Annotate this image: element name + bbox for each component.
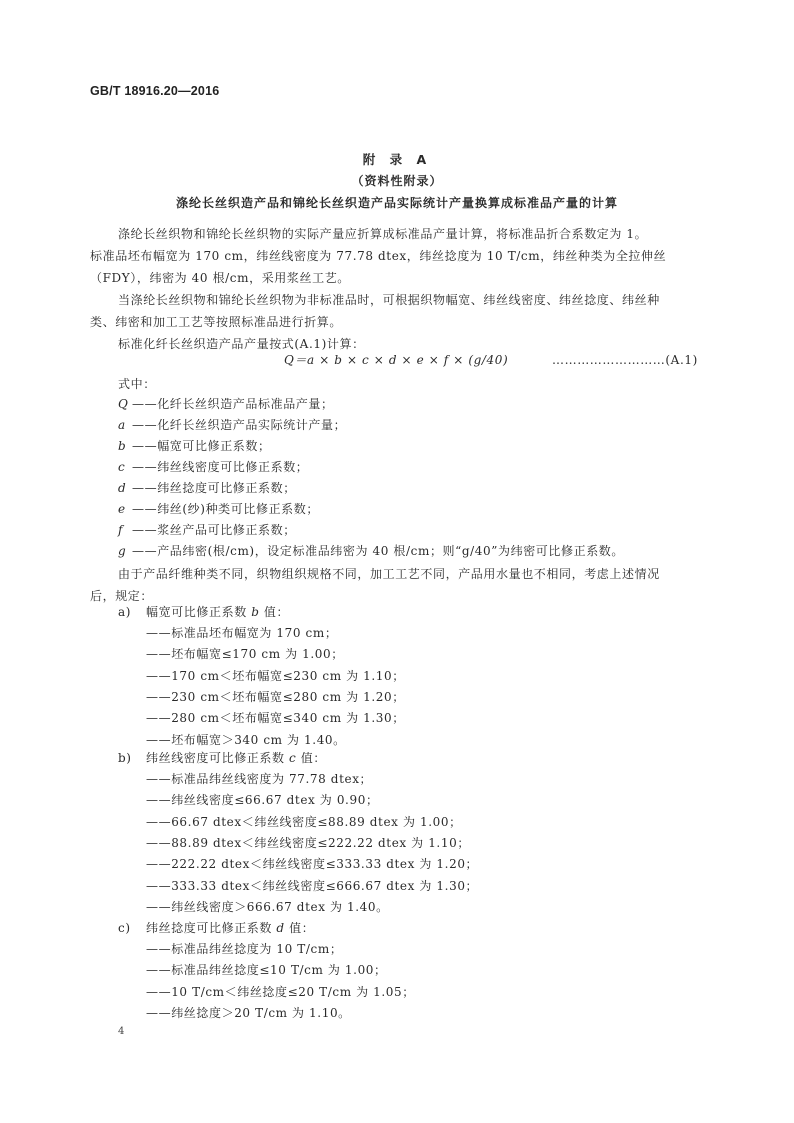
paragraph-line: 标准品坯布幅宽为 170 cm，纬丝线密度为 77.78 dtex，纬丝捻度为 10 T/cm，纬丝种类为全拉伸丝 <box>90 249 667 263</box>
section-marker: b) <box>118 751 132 765</box>
definition-symbol: e <box>118 502 126 516</box>
section-heading <box>146 604 289 620</box>
page-number: 4 <box>118 1026 125 1037</box>
list-item: ——333.33 dtex＜纬丝线密度≤666.67 dtex 为 1.30； <box>146 879 479 893</box>
list-item: ——坯布幅宽＞340 cm 为 1.40。 <box>146 733 346 747</box>
section-heading <box>146 920 314 936</box>
paragraph-line: 当涤纶长丝织物和锦纶长丝织物为非标准品时，可根据织物幅宽、纬丝线密度、纬丝捻度、纬丝种 <box>118 293 660 307</box>
definition-symbol: Q <box>118 397 129 411</box>
section-heading-text: 幅宽可比修正系数 <box>146 605 252 619</box>
paragraph-line: 涤纶长丝织物和锦纶长丝织物的实际产量应折算成标准品产量计算，将标准品折合系数定为 1。 <box>118 227 648 241</box>
list-item: ——标准品纬丝捻度为 10 T/cm； <box>146 942 343 956</box>
list-item: ——170 cm＜坯布幅宽≤230 cm 为 1.10； <box>146 669 405 683</box>
list-item: ——222.22 dtex＜纬丝线密度≤333.33 dtex 为 1.20； <box>146 857 479 871</box>
list-item: ——纬丝捻度＞20 T/cm 为 1.10。 <box>146 1006 351 1020</box>
standard-number: GB/T 18916.20—2016 <box>90 84 220 98</box>
definition-text: ——化纤长丝织造产品标准品产量； <box>132 397 334 411</box>
list-item: ——纬丝线密度＞666.67 dtex 为 1.40。 <box>146 900 389 914</box>
definition-text: ——纬丝线密度可比修正系数； <box>132 460 309 474</box>
list-item: ——10 T/cm＜纬丝捻度≤20 T/cm 为 1.05； <box>146 985 415 999</box>
section-symbol: b <box>251 605 260 619</box>
definition-symbol: f <box>118 523 124 537</box>
definition-symbol: a <box>118 418 126 432</box>
section-heading-text: 值： <box>296 751 326 765</box>
definition-symbol: c <box>118 460 126 474</box>
list-item: ——坯布幅宽≤170 cm 为 1.00； <box>146 647 344 661</box>
list-item: ——88.89 dtex＜纬丝线密度≤222.22 dtex 为 1.10； <box>146 836 470 850</box>
definition-symbol: d <box>118 481 127 495</box>
where-label: 式中： <box>118 377 156 391</box>
definition-symbol: g <box>118 544 127 558</box>
list-item: ——标准品坯布幅宽为 170 cm； <box>146 626 338 640</box>
formula: Q＝a × b × c × d × e × f × (g/40) <box>284 353 509 367</box>
definition-symbol: b <box>118 439 127 453</box>
definition-text: ——幅宽可比修正系数； <box>132 439 271 453</box>
paragraph-line: （FDY），纬密为 40 根/cm，采用浆丝工艺。 <box>90 271 350 285</box>
section-heading-text: 值： <box>259 605 290 619</box>
section-heading-text: 纬丝捻度可比修正系数 <box>146 921 277 935</box>
appendix-nature: （资料性附录） <box>351 174 443 188</box>
definition-text: ——纬丝(纱)种类可比修正系数； <box>132 502 319 516</box>
list-item: ——230 cm＜坯布幅宽≤280 cm 为 1.20； <box>146 690 405 704</box>
list-item: ——纬丝线密度≤66.67 dtex 为 0.90； <box>146 793 379 807</box>
definition-text: ——纬丝捻度可比修正系数； <box>132 481 296 495</box>
list-item: ——标准品纬丝线密度为 77.78 dtex； <box>146 772 373 786</box>
section-marker: a) <box>118 605 132 619</box>
definition-text: ——产品纬密(根/cm)，设定标准品纬密为 40 根/cm；则“g/40”为纬密可比修正系数。 <box>132 544 625 558</box>
section-symbol: c <box>289 751 297 765</box>
paragraph-line: 标准化纤长丝织造产品产量按式(A.1)计算： <box>118 337 365 351</box>
definition-text: ——浆丝产品可比修正系数； <box>132 523 296 537</box>
section-symbol: d <box>276 921 285 935</box>
formula-number: ………………………(A.1) <box>552 353 698 367</box>
section-heading <box>146 750 326 766</box>
section-marker: c) <box>118 921 131 935</box>
section-heading-text: 值： <box>284 921 315 935</box>
section-heading-text: 纬丝线密度可比修正系数 <box>146 751 290 765</box>
appendix-label: 附 录 A <box>362 152 432 167</box>
definition-text: ——化纤长丝织造产品实际统计产量； <box>132 418 347 432</box>
appendix-title: 涤纶长丝织造产品和锦纶长丝织造产品实际统计产量换算成标准品产量的计算 <box>175 196 618 210</box>
list-item: ——标准品纬丝捻度≤10 T/cm 为 1.00； <box>146 963 387 977</box>
list-item: ——66.67 dtex＜纬丝线密度≤88.89 dtex 为 1.00； <box>146 815 462 829</box>
list-item: ——280 cm＜坯布幅宽≤340 cm 为 1.30； <box>146 711 405 725</box>
paragraph-line: 类、纬密和加工工艺等按照标准品进行折算。 <box>90 315 343 329</box>
paragraph-line: 后，规定： <box>90 589 154 603</box>
paragraph-line: 由于产品纤维种类不同，织物组织规格不同，加工工艺不同，产品用水量也不相同，考虑上述情况 <box>118 567 660 581</box>
